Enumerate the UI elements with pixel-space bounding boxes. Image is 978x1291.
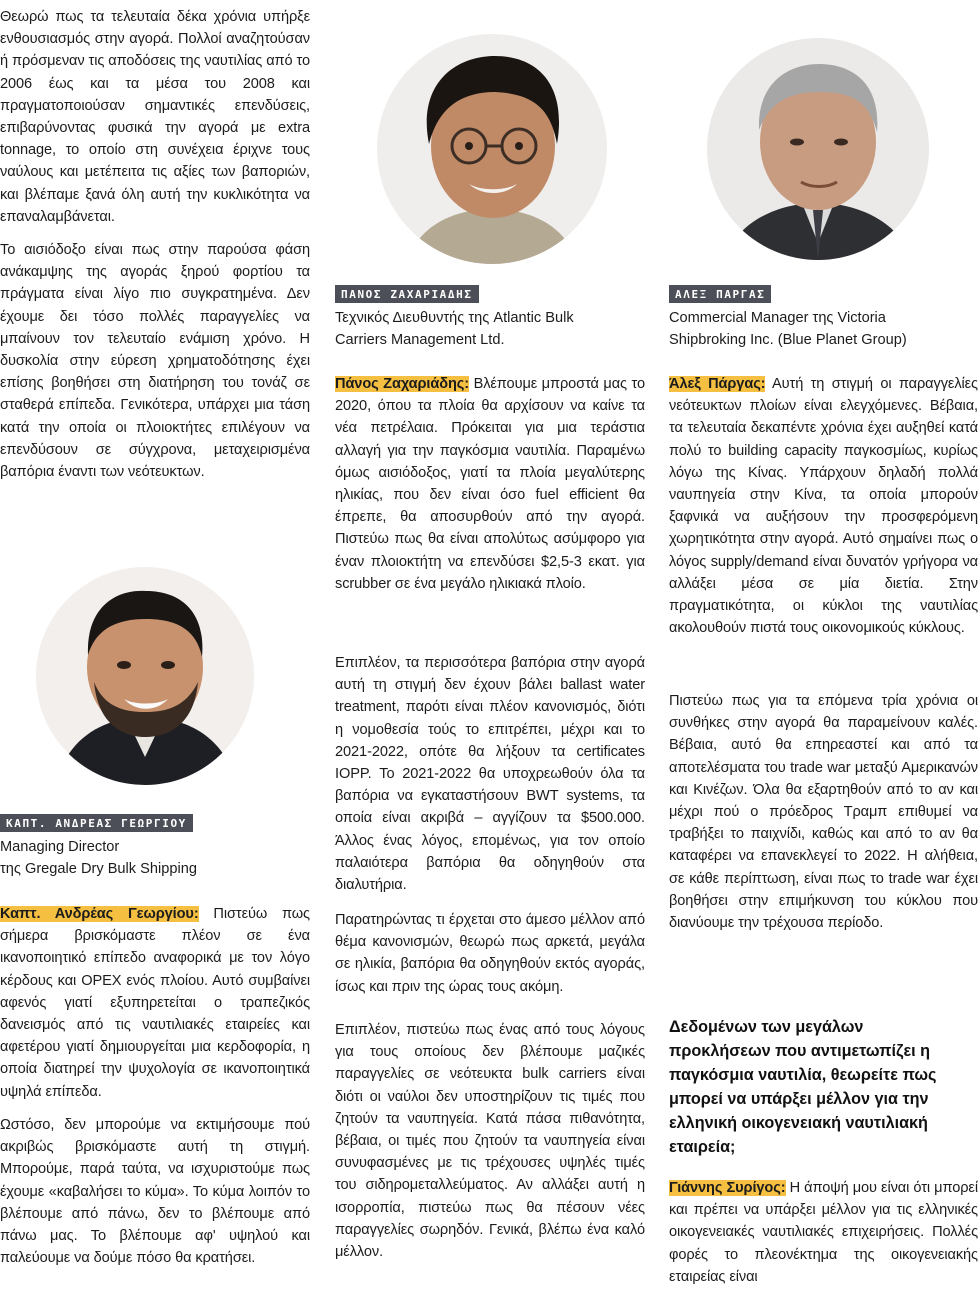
answer-text: Πιστεύω πως σήμερα βρισκόμαστε πλέον σε ένα ικανοποιητικό επίπεδο αναφορικά με τον λόγο κέρδους και OPEX ενός πλοίου. Αυτό συμβαίνει αφενός γιατί εξυπηρετείται ο τραπεζικός δανεισμός από τις ναυτιλιακές εταιρείες και αφετέρου γιατί δημιουργείται μια κερδοφορία, η οποία διατηρεί την ψυχολογία σε ικανοποιητικά υψηλά επίπεδα. xyxy=(0,906,310,1100)
answer-paragraph xyxy=(669,1177,978,1288)
answer-paragraph: Ωστόσο, δεν μπορούμε να εκτιμήσουμε πού ακριβώς βρισκόμαστε αυτή τη στιγμή. Μπορούμε, παρά ταύτα, να ισχυριστούμε πως έχουμε «καβαλήσει το κύμα». Το κύμα λοιπόν το βλέπουμε από πάνω, δεν το βλέπουμε από πάνω μας. Το βλέπουμε αφ' υψηλού και παλεύουμε να δούμε πόσο θα κρατήσει. xyxy=(0,1117,310,1267)
answer-text: Βλέπουμε μπροστά μας το 2020, όπου τα πλοία θα αρχίσουν να καίνε τα νέα πετρέλαια. Πρόκειται για μια τεράστια αλλαγή για την παγκόσμια ναυτιλία. Παραμένω όμως αισιόδοξος, γιατί τα πλοία μεγαλύτερης ηλικίας, που δεν είναι όσο fuel efficient θα έπρεπε, θα αποσυρθούν από την αγορά. Πιστεύω πως θα είναι απολύτως ασύμφορο για έναν πλοιοκτήτη να επενδύσει $2,5-3 εκατ. για scrubber σε ένα μεγάλο ηλικιακά πλοίο. xyxy=(335,376,645,592)
speaker-highlight: Πάνος Ζαχαριάδης: xyxy=(335,376,470,392)
role-line-1: Τεχνικός Διευθυντής της Atlantic Bulk xyxy=(335,310,574,326)
role-line-1: Commercial Manager της Victoria xyxy=(669,310,886,326)
answer-text: Αυτή τη στιγμή οι παραγγελίες νεότευκτων πλοίων είναι ελεγχόμενες. Βέβαια, τα τελευταία δεκαπέντε χρόνια έχει αυξηθεί κατά πολύ το building capacity παγκοσμίως, κυρίως λόγω της Κίνας. Υπάρχουν δηλαδή πολλά ναυπηγεία στην Κίνα, τα οποία μπορούν ξαφνικά να αυξήσουν την προσφερόμενη χωρητικότητα στην αγορά. Αυτό σημαίνει πως ο λόγος supply/demand είναι δυνατόν γρήγορα να αλλάξει μέσα σε μία διετία. Στην πραγματικότητα, οι κύκλοι της ναυτιλίας ακολουθούν πιστά τους οικονομικούς κύκλους. xyxy=(669,376,978,637)
portrait-alex-pargas xyxy=(707,38,929,260)
intro-paragraph: Θεωρώ πως τα τελευταία δέκα χρόνια υπήρξε ενθουσιασμός στην αγορά. Πολλοί αναζητούσαν ή πρόσμεναν τις αποδόσεις της ναυτιλίας από το 2006 έως και τα μέσα του 2008 και πραγματοποιούσαν σημαντικές επενδύσεις, επιβαρύνοντας φυσικά την αγορά με extra tonnage, το οποίο στη συνέχεια έριχνε τους ναύλους και μετέπειτα τις αξίες των βαποριών, και βλέπαμε ξανά όλη αυτή την κυκλικότητα να επαναλαμβάνεται. xyxy=(0,9,310,225)
answer-paragraph xyxy=(669,373,978,639)
name-badge: ΑΛΕΞ ΠΑΡΓΑΣ xyxy=(669,285,771,303)
speaker-highlight: Άλεξ Πάργας: xyxy=(669,376,766,392)
answer-paragraph: Πιστεύω πως για τα επόμενα τρία χρόνια οι συνθήκες στην αγορά θα παραμείνουν καλές. Βέβαια, αυτό θα επηρεαστεί και από τα αποτελέσματα του trade war μεταξύ Αμερικανών και Κινέζων. Όλα θα εξαρτηθούν από το αν και μέχρι πού ο πρόεδρος Τραμπ επιθυμεί να τραβήξει το παιχνίδι, καθώς και από το αν θα καταφέρει να επανεκλεγεί το 2022. Η αλήθεια, σε κάθε περίπτωση, είναι πως το trade war έχει βοηθήσει στην επιμήκυνση του κύκλου που διανύουμε την τρέχουσα περίοδο. xyxy=(669,693,978,932)
portrait-image xyxy=(36,567,254,785)
interview-question: Δεδομένων των μεγάλων προκλήσεων που αντιμετωπίζει η παγκόσμια ναυτιλία, θεωρείτε πως μπορεί να υπάρξει μέλλον για την ελληνική οικογενειακή ναυτιλιακή εταιρεία; xyxy=(669,1018,937,1156)
answer-paragraph: Επιπλέον, τα περισσότερα βαπόρια στην αγορά αυτή τη στιγμή δεν έχουν βάλει ballast water treatment, παρότι είναι πλέον κανονισμός, διότι η νομοθεσία τούς το επιτρέπει, μέχρι και το 2021-2022, οπότε θα λήξουν τα certificates IOPP. Το 2021-2022 θα υποχρεωθούν όλα τα βαπόρια να εγκαταστήσουν BWT systems, τα οποία είναι ακριβά – αγγίζουν τα $500.000. Άλλος ένας λόγος, επομένως, για τον οποίο παλαιότερα βαπόρια θα οδηγηθούν στα διαλυτήρια. xyxy=(335,655,645,894)
role-line-2: της Gregale Dry Bulk Shipping xyxy=(0,861,197,877)
portrait-panos-zachariadis xyxy=(377,34,607,264)
portrait-andreas-georgiou xyxy=(36,567,254,785)
name-badge: ΚΑΠΤ. ΑΝΔΡΕΑΣ ΓΕΩΡΓΙΟΥ xyxy=(0,814,193,832)
answer-paragraph xyxy=(0,903,310,1103)
role-line-2: Carriers Management Ltd. xyxy=(335,332,505,348)
role-line-1: Managing Director xyxy=(0,839,120,855)
answer-text: Η άποψή μου είναι ότι μπορεί και πρέπει να υπάρξει μέλλον για τις ελληνικές οικογενειακές ναυτιλιακές επιχειρήσεις. Πολλές φορές το πλεονέκτημα της οικογενειακής εταιρείας είναι xyxy=(669,1180,978,1285)
speaker-highlight: Καπτ. Ανδρέας Γεωργίου: xyxy=(0,906,199,922)
portrait-image xyxy=(707,38,929,260)
answer-paragraph: Παρατηρώντας τι έρχεται στο άμεσο μέλλον από θέμα κανονισμών, θεωρώ πως αρκετά, μεγάλα σε ηλικία, βαπόρια θα οδηγηθούν εκτός αγοράς, ίσως και πριν της ώρας τους ακόμη. xyxy=(335,912,645,995)
name-badge: ΠΑΝΟΣ ΖΑΧΑΡΙΑΔΗΣ xyxy=(335,285,479,303)
answer-paragraph: Επιπλέον, πιστεύω πως ένας από τους λόγους για τους οποίους δεν βλέπουμε μαζικές παραγγελίες σε νεότευκτα bulk carriers είναι διότι οι ναύλοι δεν υποστηρίζουν τις τιμές που ζητούν τα ναυπηγεία. Κατά πάσα πιθανότητα, βέβαια, οι τιμές που ζητούν τα ναυπηγεία είναι συνυφασμένες με τις τρέχουσες υψηλές τιμές του σιδηρομεταλλεύματος. Αν αλλάξει αυτή η ισορροπία, πιστεύω πως θα πέσουν νέες παραγγελίες σωρηδόν. Γενικά, βλέπω ένα καλό μέλλον. xyxy=(335,1022,645,1261)
answer-paragraph xyxy=(335,373,645,595)
speaker-highlight: Γιάννης Συρίγος: xyxy=(669,1180,786,1196)
role-line-2: Shipbroking Inc. (Blue Planet Group) xyxy=(669,332,907,348)
portrait-image xyxy=(377,34,607,264)
body-paragraph: Το αισιόδοξο είναι πως στην παρούσα φάση ανάκαμψης της αγοράς ξηρού φορτίου τα πράγματα είναι λίγο πιο συγκρατημένα. Δεν έχουμε δει τόσο πολλές παραγγελίες να μπαίνουν τον τελευταίο ενάμιση χρόνο. Η δυσκολία στην εύρεση χρηματοδότησης έχει επίσης βοηθήσει στη διατήρηση του τονάζ σε σταθερά επίπεδα. Γενικότερα, υπάρχει μια τάση κατά την οποία οι πλοιοκτήτες επιλέγουν να επενδύσουν σε σύγχρονα, μεταχειρισμένα βαπόρια έναντι των νεότευκτων. xyxy=(0,242,310,481)
